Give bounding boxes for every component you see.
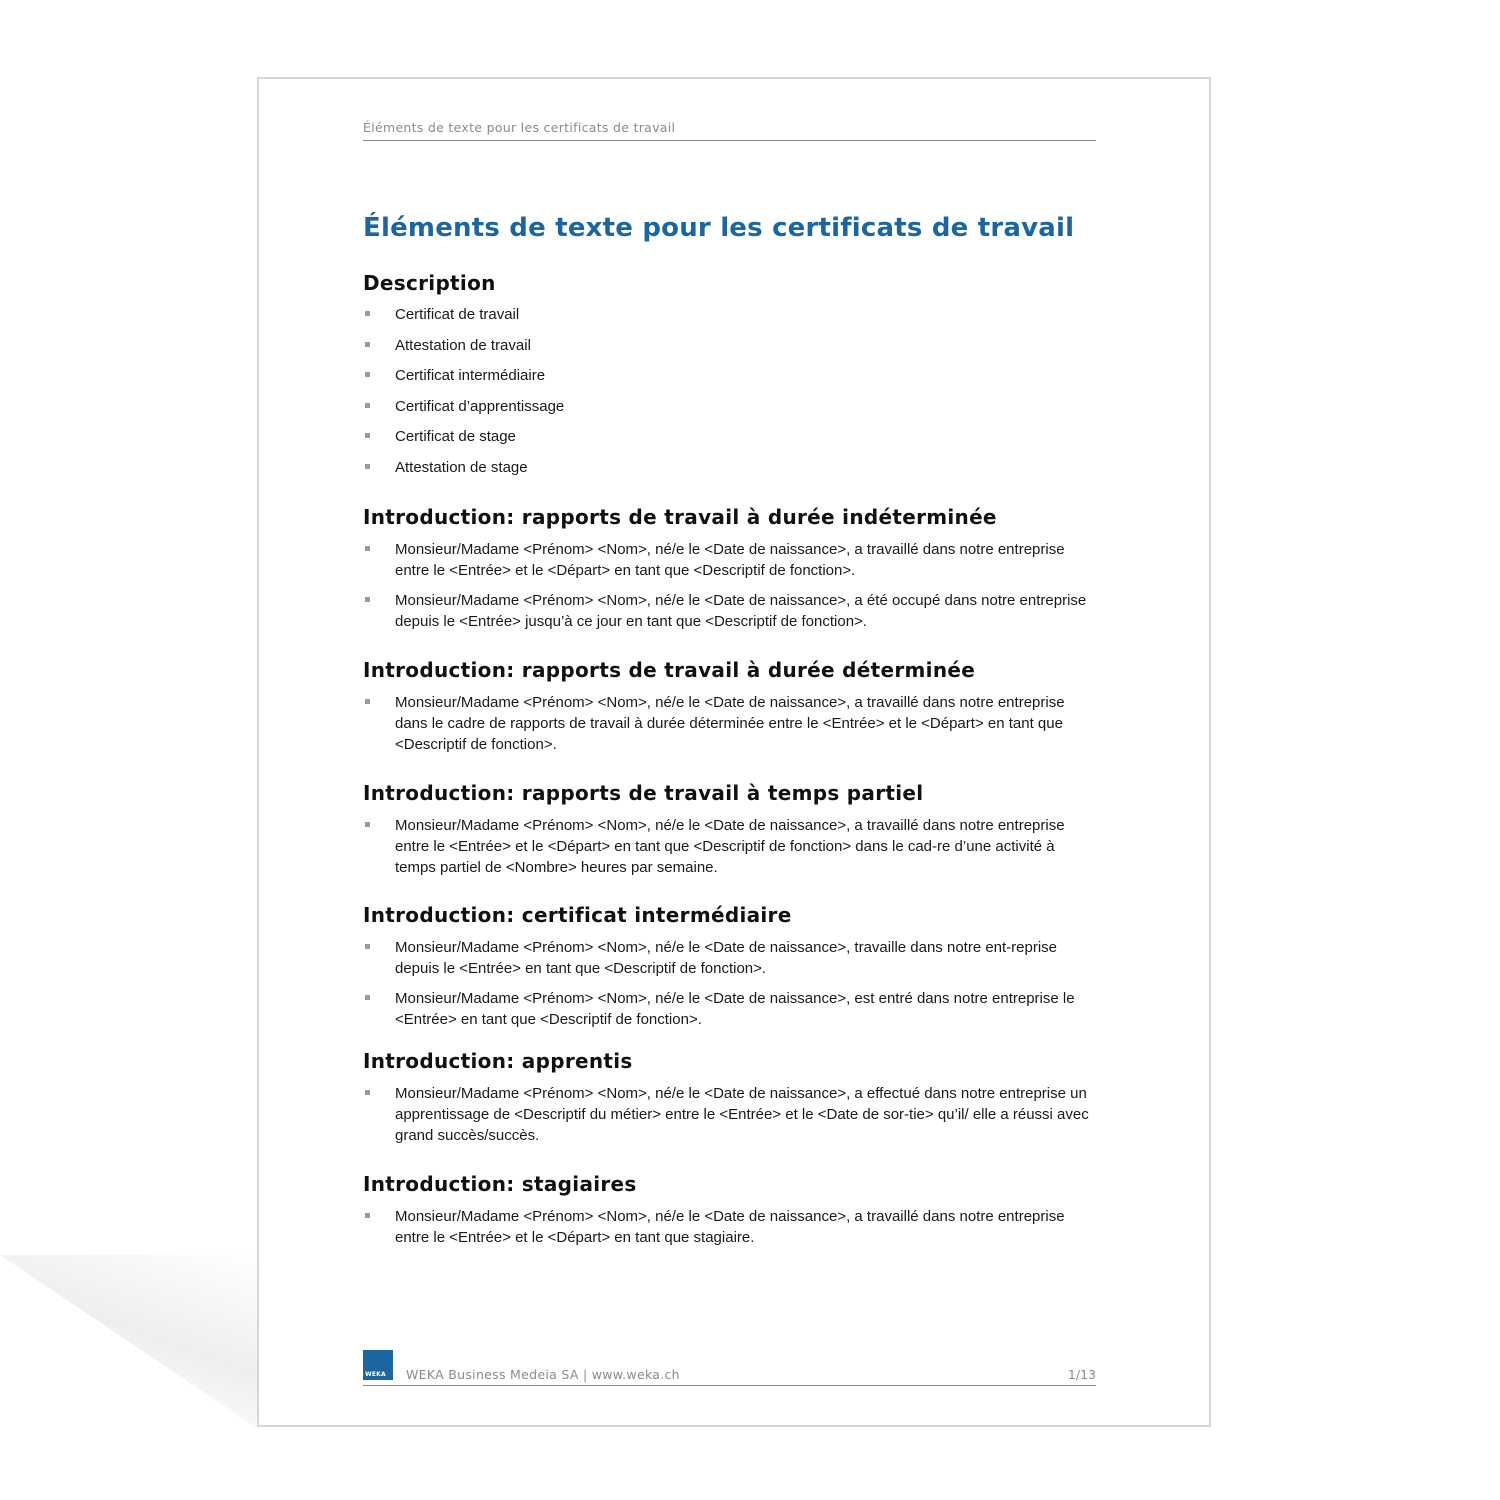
list-item: Monsieur/Madame <Prénom> <Nom>, né/e le <Date de naissance>, travaille dans notre ent-reprise depuis le <Entrée> en tant que <Descriptif de fonction>. [363, 937, 1096, 979]
footer-publisher: WEKA Business Medeia SA | www.weka.ch [406, 1367, 680, 1382]
list-item: Attestation de travail [363, 335, 1096, 356]
weka-logo [363, 1350, 393, 1380]
bullet-icon [365, 433, 370, 438]
running-header: Éléments de texte pour les certificats de travail [363, 120, 676, 135]
bullet-icon [365, 944, 370, 949]
bullet-list [363, 815, 1096, 878]
bullet-icon [365, 995, 370, 1000]
section-heading: Introduction: certificat intermédiaire [363, 903, 792, 927]
section-heading: Introduction: rapports de travail à durée indéterminée [363, 505, 997, 529]
section-indeterminate [363, 505, 1096, 641]
list-item: Certificat d’apprentissage [363, 396, 1096, 417]
bullet-icon [365, 311, 370, 316]
bullet-icon [365, 372, 370, 377]
logo-text: WEKA [365, 1371, 386, 1378]
bullet-icon [365, 464, 370, 469]
list-item: Monsieur/Madame <Prénom> <Nom>, né/e le <Date de naissance>, a travaillé dans notre entreprise dans le cadre de rapports de travail à durée déterminée entre le <Entrée> et le <Départ> en tant que <Descriptif de fonction>. [363, 692, 1096, 755]
section-intermediate [363, 903, 1096, 1039]
list-item: Monsieur/Madame <Prénom> <Nom>, né/e le <Date de naissance>, a travaillé dans notre entreprise entre le <Entrée> et le <Départ> en tant que <Descriptif de fonction> dans le cad-re d’une activité à temps partiel de <Nombre> heures par semaine. [363, 815, 1096, 878]
section-apprentices [363, 1049, 1096, 1155]
list-item: Monsieur/Madame <Prénom> <Nom>, né/e le <Date de naissance>, a travaillé dans notre entreprise entre le <Entrée> et le <Départ> en tant que <Descriptif de fonction>. [363, 539, 1096, 581]
section-heading: Introduction: rapports de travail à durée déterminée [363, 658, 976, 682]
page-number: 1/13 [1067, 1367, 1096, 1382]
list-item: Monsieur/Madame <Prénom> <Nom>, né/e le <Date de naissance>, a été occupé dans notre entreprise depuis le <Entrée> jusqu’à ce jour en tant que <Descriptif de fonction>. [363, 590, 1096, 632]
list-item: Certificat de travail [363, 304, 1096, 325]
list-item: Certificat de stage [363, 426, 1096, 447]
bullet-icon [365, 546, 370, 551]
section-heading: Introduction: apprentis [363, 1049, 633, 1073]
document-page [257, 77, 1211, 1427]
bullet-list [363, 937, 1096, 1030]
document-title: Éléments de texte pour les certificats de travail [363, 213, 1075, 243]
bullet-list [363, 1083, 1096, 1146]
bullet-icon [365, 342, 370, 347]
section-heading: Introduction: rapports de travail à temps partiel [363, 781, 924, 805]
bullet-icon [365, 597, 370, 602]
list-item: Monsieur/Madame <Prénom> <Nom>, né/e le <Date de naissance>, est entré dans notre entreprise le <Entrée> en tant que <Descriptif de fonction>. [363, 988, 1096, 1030]
bullet-icon [365, 1090, 370, 1095]
bullet-list [363, 1206, 1096, 1248]
footer-rule [363, 1385, 1096, 1386]
section-heading: Description [363, 271, 496, 295]
bullet-icon [365, 822, 370, 827]
bullet-icon [365, 1213, 370, 1218]
bullet-icon [365, 403, 370, 408]
section-determinate [363, 658, 1096, 764]
section-description [363, 271, 1096, 488]
bullet-list [363, 539, 1096, 632]
section-heading: Introduction: stagiaires [363, 1172, 637, 1196]
list-item: Monsieur/Madame <Prénom> <Nom>, né/e le <Date de naissance>, a travaillé dans notre entreprise entre le <Entrée> et le <Départ> en tant que stagiaire. [363, 1206, 1096, 1248]
list-item: Monsieur/Madame <Prénom> <Nom>, né/e le <Date de naissance>, a effectué dans notre entreprise un apprentissage de <Descriptif du métier> entre le <Entrée> et le <Date de sor-tie> qu’il/ elle a réussi avec grand succès/succès. [363, 1083, 1096, 1146]
bullet-icon [365, 699, 370, 704]
page-shadow [0, 1255, 260, 1430]
section-interns [363, 1172, 1096, 1257]
header-rule [363, 140, 1096, 141]
bullet-list [363, 304, 1096, 478]
list-item: Attestation de stage [363, 457, 1096, 478]
bullet-list [363, 692, 1096, 755]
list-item: Certificat intermédiaire [363, 365, 1096, 386]
section-part-time [363, 781, 1096, 887]
